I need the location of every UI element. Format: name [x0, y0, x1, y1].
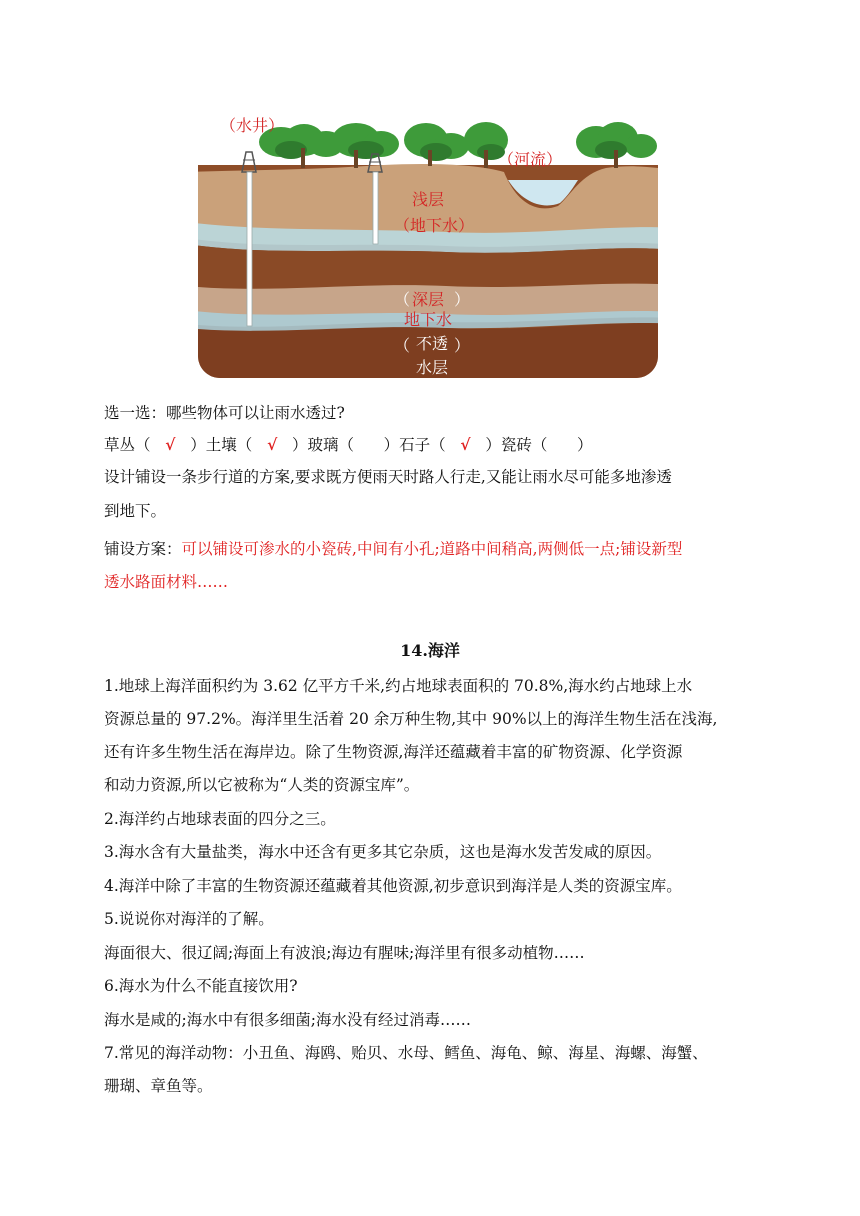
plan-line-1 [104, 538, 682, 560]
section-line: 5.说说你对海洋的了解。 [104, 910, 274, 928]
groundwater-diagram [186, 110, 676, 382]
option-glass: 玻璃（ ） [307, 436, 400, 454]
design-prompt-line-2: 到地下。 [104, 502, 167, 520]
well-label: （水井） [220, 116, 285, 135]
plan-label: 铺设方案： [104, 540, 182, 558]
quiz-question: 选一选：哪些物体可以让雨水透过? [104, 404, 345, 422]
section-line: 2.海洋约占地球表面的四分之三。 [104, 810, 336, 828]
deep-groundwater-sublabel: 地下水 [404, 310, 453, 329]
section-line: 还有许多生物生活在海岸边。除了生物资源,海洋还蕴藏着丰富的矿物资源、化学资源 [104, 743, 683, 761]
answer-mark: √ [267, 435, 278, 454]
imper-paren-open: （ [394, 336, 411, 355]
plan-answer-1: 可以铺设可渗水的小瓷砖,中间有小孔;道路中间稍高,两侧低一点;铺设新型 [181, 540, 683, 558]
option-label: 土壤 [205, 436, 237, 454]
option-label: 瓷砖 [500, 436, 532, 454]
river-label: （河流） [498, 150, 563, 169]
shallow-groundwater-label: 浅层 [412, 190, 445, 209]
deep-paren-close: ） [454, 290, 471, 309]
impermeable-layer-label: 不透 [416, 334, 449, 353]
option-soil: 土壤（ √ ） [205, 435, 308, 454]
imper-paren-close: ） [454, 336, 471, 355]
section-line: 珊瑚、章鱼等。 [104, 1077, 213, 1095]
section-line: 4.海洋中除了丰富的生物资源还蕴藏着其他资源,初步意识到海洋是人类的资源宝库。 [104, 877, 682, 895]
impermeable-layer-sublabel: 水层 [416, 358, 449, 377]
option-label: 草丛 [104, 436, 136, 454]
deep-groundwater-label: 深层 [412, 290, 445, 309]
answer-mark: √ [460, 435, 471, 454]
design-prompt-line-1: 设计铺设一条步行道的方案,要求既方便雨天时路人行走,又能让雨水尽可能多地渗透 [104, 468, 672, 486]
section-line: 资源总量的 97.2%。海洋里生活着 20 余万种生物,其中 90%以上的海洋生物生活在浅海, [104, 710, 718, 728]
section-line: 6.海水为什么不能直接饮用? [104, 977, 298, 995]
option-tile: 瓷砖（ ） [500, 436, 593, 454]
option-label: 玻璃 [307, 436, 339, 454]
shallow-groundwater-sublabel: （地下水） [394, 216, 475, 235]
section-line: 海水是咸的;海水中有很多细菌;海水没有经过消毒…… [104, 1011, 471, 1029]
section-line: 7.常见的海洋动物：小丑鱼、海鸥、贻贝、水母、鳕鱼、海龟、鲸、海星、海螺、海蟹、 [104, 1044, 708, 1062]
option-label: 石子 [399, 436, 431, 454]
section-line: 海面很大、很辽阔;海面上有波浪;海边有腥味;海洋里有很多动植物…… [104, 944, 585, 962]
section-line: 1.地球上海洋面积约为 3.62 亿平方千米,约占地球表面积的 70.8%,海水约占地球上水 [104, 677, 693, 695]
plan-answer-2: 透水路面材料…… [104, 573, 229, 591]
deep-paren-open: （ [394, 290, 411, 309]
section-line: 3.海水含有大量盐类，海水中还含有更多其它杂质，这也是海水发苦发咸的原因。 [104, 843, 662, 861]
section-title: 14.海洋 [400, 641, 460, 660]
section-line: 和动力资源,所以它被称为“人类的资源宝库”。 [104, 776, 420, 794]
option-grass: 草丛（ √ ） [104, 435, 206, 454]
quiz-options [104, 434, 592, 456]
answer-mark: √ [165, 435, 176, 454]
option-stone: 石子（ √ ） [399, 435, 501, 454]
